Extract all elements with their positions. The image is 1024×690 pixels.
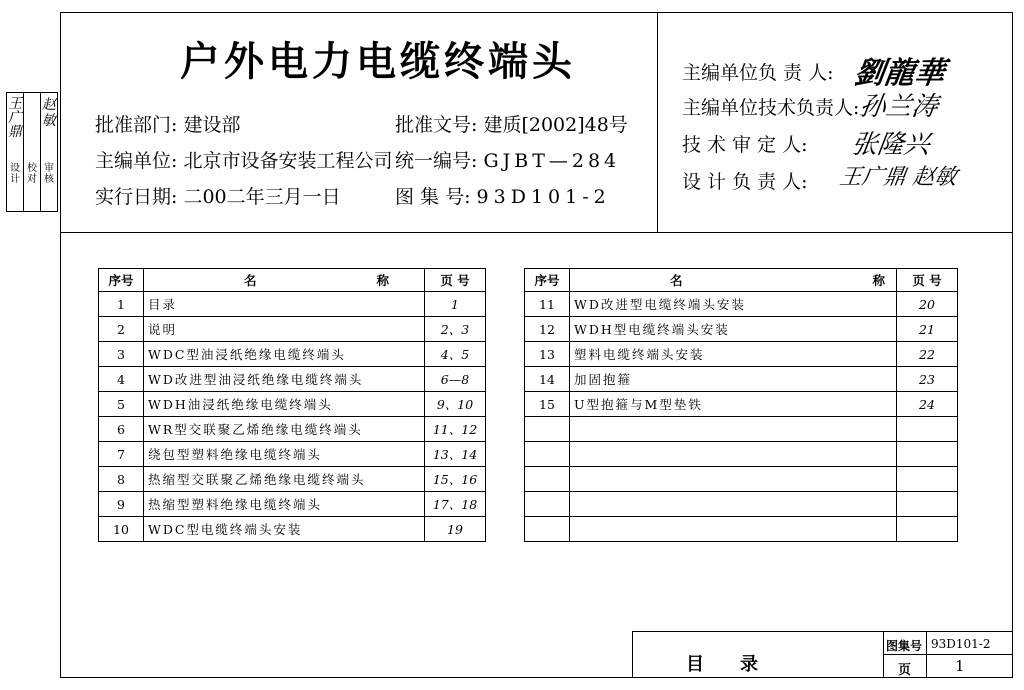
row-page: 11、12 [425,417,486,442]
row-num: 15 [525,392,570,417]
effective-date-label: 实行日期: [95,186,178,208]
row-name: WR型交联聚乙烯绝缘电缆终端头 [144,417,425,442]
row-name: 热缩型交联聚乙烯绝缘电缆终端头 [144,467,425,492]
header-name [144,269,425,292]
header-name-2: 称 [376,273,390,288]
row-page [897,417,958,442]
row-page: 20 [897,292,958,317]
row-name [570,492,897,517]
row-page [897,492,958,517]
row-num [525,517,570,542]
header-name-1: 名 [244,273,257,288]
atlas-value: 93D101-2 [931,637,991,651]
design-signature: 王广鼎 赵敏 [837,165,959,190]
row-page: 21 [897,317,958,342]
row-name: WDH油浸纸绝缘电缆终端头 [144,392,425,417]
table-row [525,292,958,317]
row-num: 2 [99,317,144,342]
unified-no: GJBT—284 [483,150,621,172]
table-row [99,492,486,517]
design-label: 设 计 负 责 人: [682,171,808,193]
row-name: 塑料电缆终端头安装 [570,342,897,367]
row-name: 加固抱箍 [570,367,897,392]
index-table-left [98,268,486,542]
row-name: 说明 [144,317,425,342]
tech-review-signature: 张隆兴 [849,130,932,160]
side-label-proof: 校对 [27,163,37,185]
row-num: 6 [99,417,144,442]
atlas-label: 图集号 [886,639,923,653]
row-page: 4、5 [425,342,486,367]
table-header-row [525,269,958,292]
header-name-1: 名 [670,273,683,288]
approval-dept: 建设部 [183,114,241,136]
row-page [897,517,958,542]
header-num: 序号 [525,269,570,292]
table-row [525,417,958,442]
unified-no-label: 统一编号: [395,150,478,172]
table-row [99,517,486,542]
side-signature-2: 赵敏 [42,97,56,129]
row-num: 10 [99,517,144,542]
side-label-design: 设计 [10,163,20,185]
table-row [99,467,486,492]
row-name: WDH型电缆终端头安装 [570,317,897,342]
effective-date: 二00二年三月一日 [183,186,341,208]
table-row [525,442,958,467]
side-signature-1: 王广鼎 [8,96,22,140]
sheet-title: 目 录 [686,654,758,675]
header-page: 页 号 [425,269,486,292]
editor-unit-label: 主编单位: [95,150,178,172]
side-signature-strip [6,92,58,212]
row-num: 14 [525,367,570,392]
table-row [525,517,958,542]
table-header-row [99,269,486,292]
index-table-right [524,268,958,542]
editor-tech-label: 主编单位技术负责人: [682,97,860,119]
header-vertical-divider [657,12,658,232]
row-name [570,467,897,492]
header-page: 页 号 [897,269,958,292]
header-name [570,269,897,292]
row-name: 热缩型塑料绝缘电缆终端头 [144,492,425,517]
editor-tech-signature: 孙兰涛 [857,92,940,122]
row-name: 绕包型塑料绝缘电缆终端头 [144,442,425,467]
row-page: 22 [897,342,958,367]
approval-dept-label: 批准部门: [95,114,178,136]
table-row [525,342,958,367]
tech-review-label: 技 术 审 定 人: [682,134,808,156]
row-page: 15、16 [425,467,486,492]
row-num: 4 [99,367,144,392]
table-row [525,392,958,417]
row-num [525,417,570,442]
row-name: U型抱箍与M型垫铁 [570,392,897,417]
editor-head-label: 主编单位负 责 人: [682,62,834,84]
table-row [525,467,958,492]
row-name [570,417,897,442]
side-label-review: 审核 [44,163,54,185]
row-num: 5 [99,392,144,417]
row-page: 24 [897,392,958,417]
row-page: 2、3 [425,317,486,342]
table-row [99,417,486,442]
row-num: 7 [99,442,144,467]
table-row [99,367,486,392]
document-title: 户外电力电缆终端头 [180,39,576,85]
row-num: 9 [99,492,144,517]
row-num: 3 [99,342,144,367]
table-row [99,292,486,317]
row-name: WD改进型电缆终端头安装 [570,292,897,317]
row-num: 8 [99,467,144,492]
row-name: WD改进型油浸纸绝缘电缆终端头 [144,367,425,392]
row-num [525,442,570,467]
table-row [525,317,958,342]
approval-doc-label: 批准文号: [395,114,478,136]
row-name [570,442,897,467]
header-num: 序号 [99,269,144,292]
row-page: 13、14 [425,442,486,467]
page-label: 页 [898,663,912,678]
row-page [897,467,958,492]
row-num [525,467,570,492]
atlas-no: 93D101-2 [476,186,611,208]
atlas-no-label: 图 集 号: [395,186,471,208]
row-num: 1 [99,292,144,317]
row-page: 17、18 [425,492,486,517]
row-name: WDC型油浸纸绝缘电缆终端头 [144,342,425,367]
row-num [525,492,570,517]
header-divider [60,232,1013,233]
approval-doc: 建质[2002]48号 [483,114,628,136]
table-row [525,367,958,392]
editor-head-signature: 劉龍華 [852,56,947,91]
row-num: 11 [525,292,570,317]
row-num: 12 [525,317,570,342]
table-row [99,392,486,417]
header-name-2: 称 [872,273,886,288]
table-row [99,442,486,467]
row-name: WDC型电缆终端头安装 [144,517,425,542]
table-row [99,342,486,367]
row-name: 目录 [144,292,425,317]
row-page: 9、10 [425,392,486,417]
editor-unit: 北京市设备安装工程公司 [183,150,393,172]
page-value: 1 [955,657,965,675]
table-row [99,317,486,342]
row-page [897,442,958,467]
row-page: 6—8 [425,367,486,392]
row-page: 23 [897,367,958,392]
row-page: 19 [425,517,486,542]
title-block-hline [883,654,1013,655]
row-name [570,517,897,542]
row-page: 1 [425,292,486,317]
table-row [525,492,958,517]
row-num: 13 [525,342,570,367]
